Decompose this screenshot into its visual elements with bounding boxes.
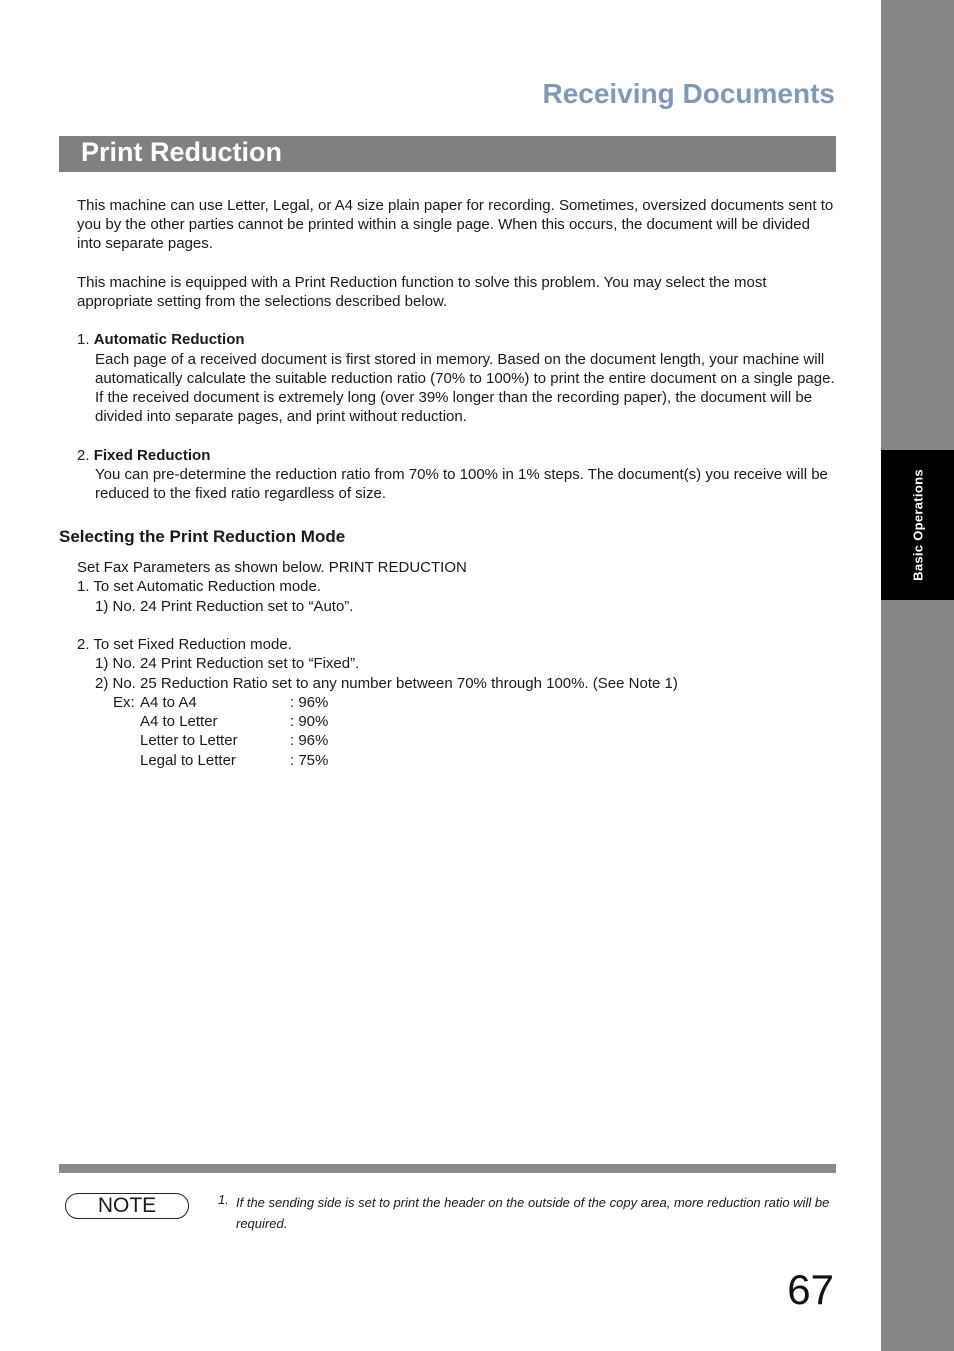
mode-intro: Set Fax Parameters as shown below. PRINT REDUCTION xyxy=(77,559,467,576)
example-label: Legal to Letter xyxy=(140,752,236,769)
intro-paragraph-1: This machine can use Letter, Legal, or A4 size plain paper for recording. Sometimes, oversized documents sent to you by the other parties cannot be printed within a single page. When this occurs, the document will be divided into separate pages. xyxy=(77,197,834,252)
fixed-mode-title: 2. To set Fixed Reduction mode. xyxy=(77,636,292,653)
note-text: If the sending side is set to print the header on the outside of the copy area, more reduction ratio will be required. xyxy=(236,1195,830,1231)
fixed-mode-step-1: 1) No. 24 Print Reduction set to “Fixed”. xyxy=(95,655,360,672)
chapter-title: Receiving Documents xyxy=(542,78,835,109)
item-title: Fixed Reduction xyxy=(93,447,211,464)
item-number: 1. xyxy=(77,331,90,348)
item-automatic-reduction-body: Each page of a received document is first stored in memory. Based on the document length, your machine will automatically calculate the suitable reduction ratio (70% to 100%) to print the entire document on a single page. If the received document is extremely long (over 39% longer than the recording paper), the document will be divided into separate pages, and print without reduction. xyxy=(95,351,835,425)
auto-mode-title: 1. To set Automatic Reduction mode. xyxy=(77,578,322,595)
note-number: 1. xyxy=(218,1192,229,1207)
examples-prefix: Ex: xyxy=(113,694,135,711)
example-value: : 75% xyxy=(290,752,329,769)
auto-mode-step-1: 1) No. 24 Print Reduction set to “Auto”. xyxy=(95,598,354,615)
example-value: : 96% xyxy=(290,732,329,749)
sidebar-tab-label: Basic Operations xyxy=(910,469,925,581)
intro-paragraph-2: This machine is equipped with a Print Reduction function to solve this problem. You may select the most appropriate setting from the selections described below. xyxy=(77,274,767,310)
example-value: : 90% xyxy=(290,713,329,730)
item-number: 2. xyxy=(77,447,90,464)
section-title-bar xyxy=(59,136,836,172)
item-title: Automatic Reduction xyxy=(93,331,245,348)
page-number: 67 xyxy=(787,1266,834,1313)
item-fixed-reduction-title xyxy=(77,446,210,465)
item-automatic-reduction-title xyxy=(77,330,245,349)
item-fixed-reduction-body: You can pre-determine the reduction ratio from 70% to 100% in 1% steps. The document(s) you receive will be reduced to the fixed ratio regardless of size. xyxy=(95,466,828,502)
example-label: Letter to Letter xyxy=(140,732,238,749)
sidebar-strip xyxy=(881,0,954,1351)
sidebar-tab xyxy=(881,450,954,600)
note-divider xyxy=(59,1164,836,1173)
mode-heading: Selecting the Print Reduction Mode xyxy=(59,527,346,546)
example-value: : 96% xyxy=(290,694,329,711)
note-badge: NOTE xyxy=(65,1193,189,1219)
example-label: A4 to Letter xyxy=(140,713,218,730)
fixed-mode-step-2: 2) No. 25 Reduction Ratio set to any number between 70% through 100%. (See Note 1) xyxy=(95,675,678,692)
example-label: A4 to A4 xyxy=(140,694,197,711)
section-title: Print Reduction xyxy=(81,137,282,167)
